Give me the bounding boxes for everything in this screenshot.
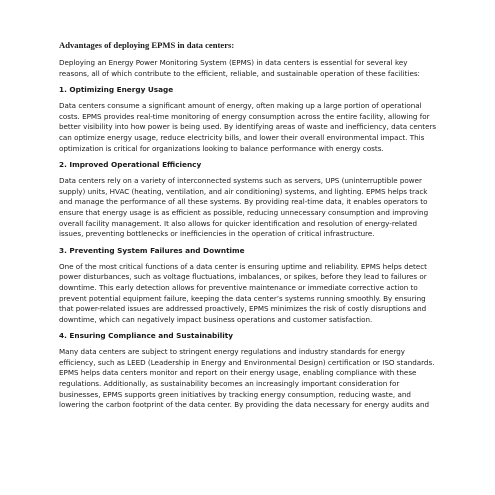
- section-heading: 3. Preventing System Failures and Downtime: [59, 245, 245, 255]
- document-title: Advantages of deploying EPMS in data centers:: [59, 40, 235, 50]
- section-body: Data centers consume a significant amount of energy, often making up a large portion of operational costs. EPMS provides real-time monitoring of energy consumption across the entire facility, allowing for better visibility into how power is being used. By identifying areas of waste and inefficiency, data centers can optimize energy usage, reduce electricity bills, and lower their overall environmental impact. This optimization is critical for organizations looking to balance performance with energy costs.: [59, 101, 437, 153]
- section-body: One of the most critical functions of a data center is ensuring uptime and reliability. EPMS helps detect power disturbances, such as voltage fluctuations, imbalances, or spikes, before they lead to failures or downtime. This early detection allows for preventive maintenance or immediate corrective action to prevent potential equipment failure, keeping the data center’s systems running smoothly. By ensuring that power-related issues are addressed proactively, EPMS minimizes the risk of costly disruptions and downtime, which can negatively impact business operations and customer satisfaction.: [59, 261, 427, 324]
- section-heading: 2. Improved Operational Efficiency: [59, 160, 202, 170]
- section-body: Many data centers are subject to stringent energy regulations and industry standards for energy efficiency, such as LEED (Leadership in Energy and Environmental Design) certification or ISO standards. EPMS helps data centers monitor and report on their energy usage, enabling compliance with these regulations. Additionally, as sustainability becomes an increasingly important consideration for businesses, EPMS supports green initiatives by tracking energy consumption, reducing waste, and lowering the carbon footprint of the data center. By providing the data necessary for energy audits and: [59, 347, 435, 410]
- section-compliance-sustainability: [59, 331, 439, 411]
- section-heading: 1. Optimizing Energy Usage: [59, 85, 174, 95]
- section-body: Data centers rely on a variety of interconnected systems such as servers, UPS (uninterruptible power supply) units, HVAC (heating, ventilation, and air conditioning) systems, and lighting. EPMS helps track and manage the performance of all these systems. By providing real-time data, it enables operators to ensure that energy usage is as efficient as possible, reducing unnecessary consumption and improving overall facility management. It also allows for quicker identification and resolution of energy-related issues, preventing bottlenecks or inefficiencies in the operation of critical infrastructure.: [59, 176, 429, 239]
- section-improved-operational-efficiency: [59, 160, 439, 240]
- document-page: [59, 40, 439, 417]
- section-optimizing-energy-usage: [59, 85, 439, 154]
- section-preventing-failures: [59, 246, 439, 326]
- section-heading: 4. Ensuring Compliance and Sustainability: [59, 331, 233, 341]
- intro-paragraph: Deploying an Energy Power Monitoring System (EPMS) in data centers is essential for several key reasons, all of which contribute to the efficient, reliable, and sustainable operation of these facilities:: [59, 58, 420, 78]
